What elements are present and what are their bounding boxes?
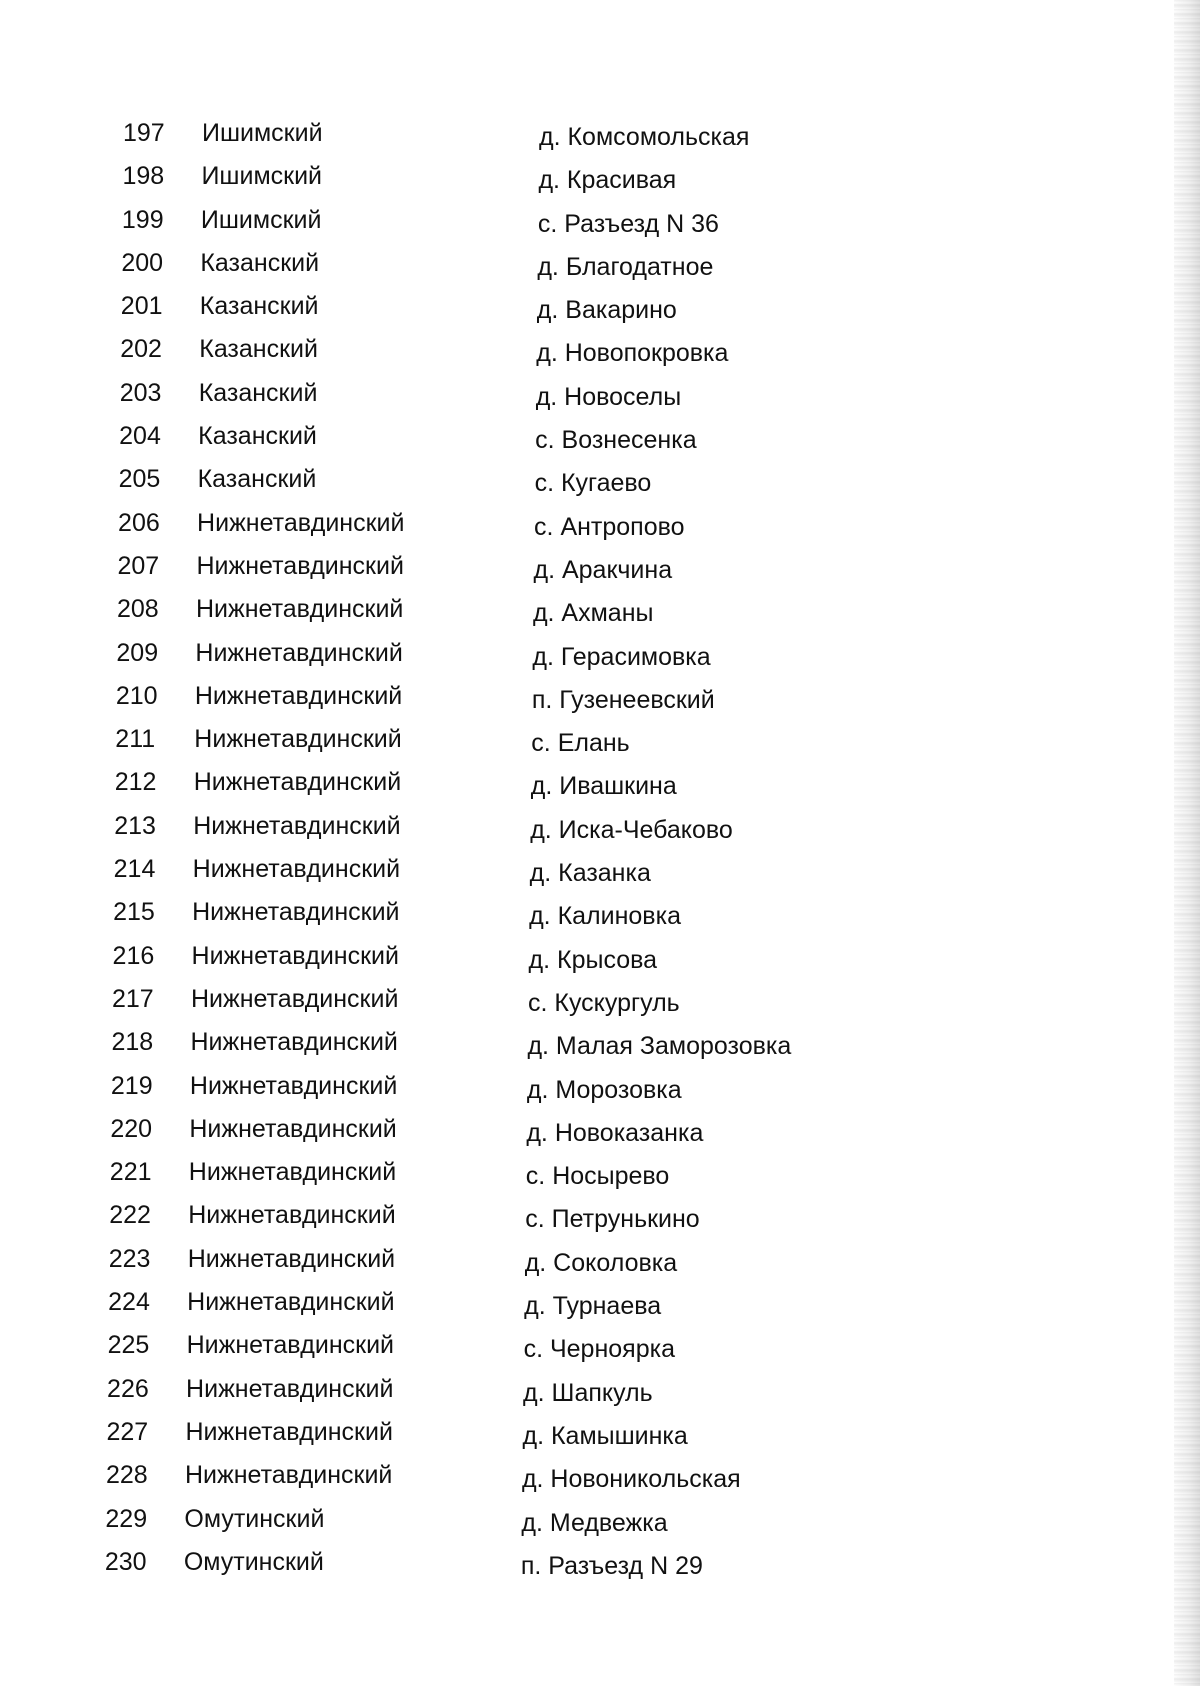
table-row xyxy=(0,638,1093,681)
row-number: 224 xyxy=(108,1288,150,1317)
table-row xyxy=(0,681,1093,724)
table-row xyxy=(0,334,1097,377)
district-name: Нижнетавдинский xyxy=(192,855,401,884)
row-number: 219 xyxy=(110,1071,153,1100)
table-row xyxy=(0,464,1096,507)
table-row xyxy=(0,724,1092,767)
table-row xyxy=(0,118,1100,161)
table-row xyxy=(0,551,1095,594)
district-name: Нижнетавдинский xyxy=(184,1461,393,1490)
table-row xyxy=(0,1374,1084,1417)
district-name: Нижнетавдинский xyxy=(186,1374,394,1403)
settlement-name: д. Камышинка xyxy=(522,1421,688,1450)
row-number: 230 xyxy=(104,1547,147,1576)
district-name: Нижнетавдинский xyxy=(197,508,405,537)
row-number: 217 xyxy=(112,984,154,1013)
table-row xyxy=(0,1417,1084,1460)
row-number: 201 xyxy=(120,292,163,321)
settlement-name: д. Новоказанка xyxy=(526,1118,704,1147)
settlement-name: с. Елань xyxy=(531,729,630,758)
settlement-name: д. Ивашкина xyxy=(530,772,677,801)
district-name: Казанский xyxy=(198,422,317,451)
district-name: Нижнетавдинский xyxy=(190,1028,398,1057)
table-row xyxy=(0,1114,1087,1157)
district-name: Нижнетавдинский xyxy=(185,1417,393,1446)
settlement-name: д. Ахманы xyxy=(532,599,654,628)
district-name: Нижнетавдинский xyxy=(195,595,404,624)
row-number: 213 xyxy=(114,811,156,840)
district-name: Нижнетавдинский xyxy=(189,1071,398,1100)
table-row xyxy=(0,421,1096,464)
settlement-name: с. Кугаево xyxy=(534,469,652,498)
settlement-name: д. Красивая xyxy=(538,166,677,195)
settlement-name: д. Шапкуль xyxy=(523,1378,653,1407)
settlement-name: с. Вознесенка xyxy=(535,426,697,455)
table-row xyxy=(0,854,1091,897)
settlement-name: п. Гузенеевский xyxy=(531,685,715,714)
district-name: Нижнетавдинский xyxy=(194,681,403,710)
table-row xyxy=(0,1071,1088,1114)
settlement-name: д. Казанка xyxy=(529,859,651,888)
district-name: Нижнетавдинский xyxy=(194,725,402,754)
district-name: Нижнетавдинский xyxy=(191,941,399,970)
scan-edge-artifact xyxy=(1174,0,1200,1686)
settlement-name: д. Калиновка xyxy=(529,902,681,931)
row-number: 204 xyxy=(119,422,161,451)
settlement-name: с. Разъезд N 36 xyxy=(537,209,719,238)
table-row xyxy=(0,508,1095,551)
table-row xyxy=(0,1157,1087,1200)
settlement-name: с. Петрунькино xyxy=(525,1205,700,1234)
row-number: 205 xyxy=(118,465,161,494)
settlement-name: д. Герасимовка xyxy=(532,642,711,671)
table-row xyxy=(0,161,1099,204)
row-number: 227 xyxy=(106,1417,149,1446)
district-name: Ишимский xyxy=(201,162,322,191)
row-number: 214 xyxy=(113,855,156,884)
settlement-name: п. Разъезд N 29 xyxy=(520,1551,703,1580)
settlement-name: д. Благодатное xyxy=(537,252,714,281)
settlement-name: д. Иска-Чебаково xyxy=(530,815,733,844)
row-number: 198 xyxy=(122,162,165,191)
row-number: 220 xyxy=(110,1114,153,1143)
settlement-name: д. Соколовка xyxy=(524,1248,678,1277)
table-row xyxy=(0,1547,1082,1590)
table-row xyxy=(0,248,1098,291)
district-name: Нижнетавдинский xyxy=(189,1114,397,1143)
settlement-name: д. Новоселы xyxy=(535,382,682,411)
district-name: Ишимский xyxy=(202,119,323,147)
district-name: Нижнетавдинский xyxy=(188,1201,396,1230)
district-name: Казанский xyxy=(200,248,320,277)
row-number: 200 xyxy=(121,248,164,277)
table-row xyxy=(0,1287,1085,1330)
row-number: 216 xyxy=(112,941,155,970)
table-row xyxy=(0,594,1094,637)
settlement-name: с. Кускургуль xyxy=(528,988,680,1017)
settlement-name: д. Медвежка xyxy=(521,1508,668,1537)
settlement-name: д. Новоникольская xyxy=(521,1465,741,1494)
district-name: Омутинский xyxy=(183,1547,324,1576)
row-number: 211 xyxy=(115,725,156,754)
row-number: 223 xyxy=(108,1244,151,1273)
row-number: 202 xyxy=(120,335,162,364)
row-number: 229 xyxy=(105,1504,148,1533)
district-name: Казанский xyxy=(199,335,318,364)
row-number: 209 xyxy=(116,638,159,667)
settlement-name: д. Крысова xyxy=(528,945,658,974)
district-name: Нижнетавдинский xyxy=(188,1158,397,1187)
table-row xyxy=(0,1244,1086,1287)
settlement-name: с. Черноярка xyxy=(523,1335,676,1364)
table-row xyxy=(0,1504,1082,1547)
row-number: 212 xyxy=(114,768,157,797)
table-row xyxy=(0,941,1090,984)
settlement-name: д. Турнаева xyxy=(524,1292,662,1321)
table-row xyxy=(0,1200,1086,1243)
district-name: Ишимский xyxy=(200,205,322,234)
district-name: Нижнетавдинский xyxy=(195,638,403,667)
row-number: 199 xyxy=(121,205,164,234)
table-row xyxy=(0,897,1090,940)
table-row xyxy=(0,205,1099,248)
row-number: 226 xyxy=(107,1374,149,1403)
row-number: 208 xyxy=(116,595,159,624)
district-name: Нижнетавдинский xyxy=(193,768,402,797)
row-number: 197 xyxy=(123,119,165,147)
district-name: Казанский xyxy=(199,292,319,321)
district-name: Нижнетавдинский xyxy=(193,811,401,840)
row-number: 210 xyxy=(115,681,158,710)
row-number: 206 xyxy=(118,508,160,537)
district-name: Нижнетавдинский xyxy=(187,1244,396,1273)
settlements-table xyxy=(0,118,1100,1590)
district-name: Нижнетавдинский xyxy=(186,1331,395,1360)
settlement-name: с. Носырево xyxy=(525,1162,670,1191)
row-number: 218 xyxy=(111,1028,154,1057)
row-number: 222 xyxy=(109,1201,151,1230)
district-name: Нижнетавдинский xyxy=(196,551,404,580)
row-number: 207 xyxy=(117,551,160,580)
row-number: 203 xyxy=(119,378,162,407)
row-number: 215 xyxy=(113,898,155,927)
settlement-name: д. Комсомольская xyxy=(539,123,750,151)
table-row xyxy=(0,767,1092,810)
settlement-name: д. Новопокровка xyxy=(536,339,729,368)
table-row xyxy=(0,378,1097,421)
settlement-name: д. Вакарино xyxy=(536,296,677,325)
district-name: Омутинский xyxy=(184,1504,325,1533)
row-number: 225 xyxy=(107,1331,150,1360)
settlement-name: д. Малая Заморозовка xyxy=(527,1032,792,1061)
district-name: Нижнетавдинский xyxy=(187,1288,395,1317)
settlement-name: д. Аракчина xyxy=(533,555,673,584)
row-number: 228 xyxy=(105,1461,148,1490)
settlement-name: д. Морозовка xyxy=(526,1075,682,1104)
table-row xyxy=(0,291,1098,334)
table-row xyxy=(0,1460,1083,1503)
row-number: 221 xyxy=(109,1158,152,1187)
table-row xyxy=(0,984,1089,1027)
table-row xyxy=(0,811,1091,854)
district-name: Казанский xyxy=(197,465,317,494)
district-name: Нижнетавдинский xyxy=(191,984,399,1013)
district-name: Казанский xyxy=(198,378,318,407)
district-name: Нижнетавдинский xyxy=(192,898,400,927)
table-row xyxy=(0,1330,1085,1373)
table-row xyxy=(0,1027,1088,1070)
settlement-name: с. Антропово xyxy=(534,512,685,541)
